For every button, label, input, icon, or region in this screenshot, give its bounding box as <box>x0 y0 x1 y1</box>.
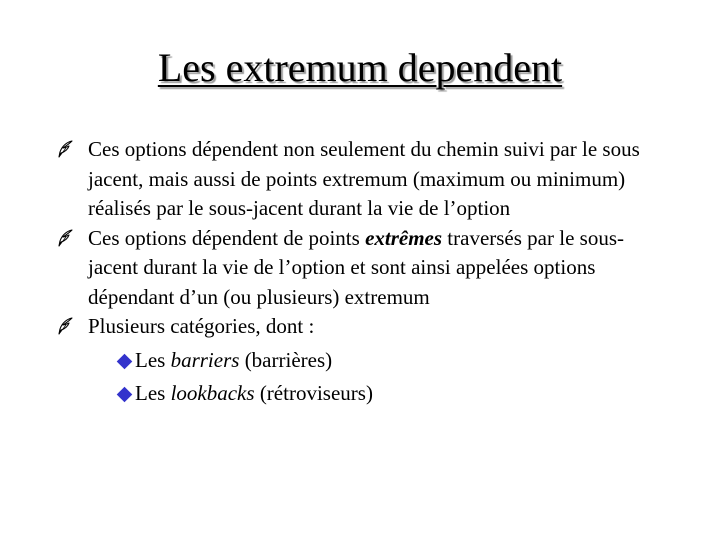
slide-title: Les extremum dependent <box>157 45 563 90</box>
bullet-text: Ces options dépendent non seulement du chemin suivi par le sous jacent, mais aussi de points extremum (maximum ou minimum) réalisés par le sous-jacent durant la vie de l’option <box>88 137 640 220</box>
feather-quill-icon <box>57 229 73 247</box>
sub-bullet-item-2 <box>57 377 667 411</box>
sub-bullet-item-1 <box>57 344 667 378</box>
bullet-text: Plusieurs catégories, dont : <box>88 314 315 338</box>
feather-quill-icon <box>57 317 73 335</box>
sub-bullet-prefix: Les <box>135 381 171 405</box>
bullet-item-1 <box>57 135 667 224</box>
bullet-item-2 <box>57 224 667 313</box>
diamond-icon <box>117 353 133 369</box>
bullet-text-before: Ces options dépendent de points <box>88 225 366 250</box>
sub-bullet-prefix: Les <box>135 347 171 372</box>
sub-bullet-list <box>57 344 667 411</box>
feather-quill-icon <box>57 140 73 158</box>
bullet-text-after: traversés par le sous-jacent durant la vie de l’option et sont ainsi appelées options dépendant d’un (ou plusieurs) extremum <box>88 225 624 309</box>
sub-bullet-emphasis: barriers <box>170 347 240 372</box>
diamond-icon <box>117 387 133 403</box>
sub-bullet-emphasis: lookbacks <box>170 381 255 405</box>
bullet-list <box>57 135 667 411</box>
bullet-item-3 <box>57 312 667 342</box>
sub-bullet-suffix: (rétroviseurs) <box>254 381 373 405</box>
sub-bullet-suffix: (barrières) <box>239 347 333 372</box>
bullet-emphasis: extrêmes <box>365 225 443 250</box>
